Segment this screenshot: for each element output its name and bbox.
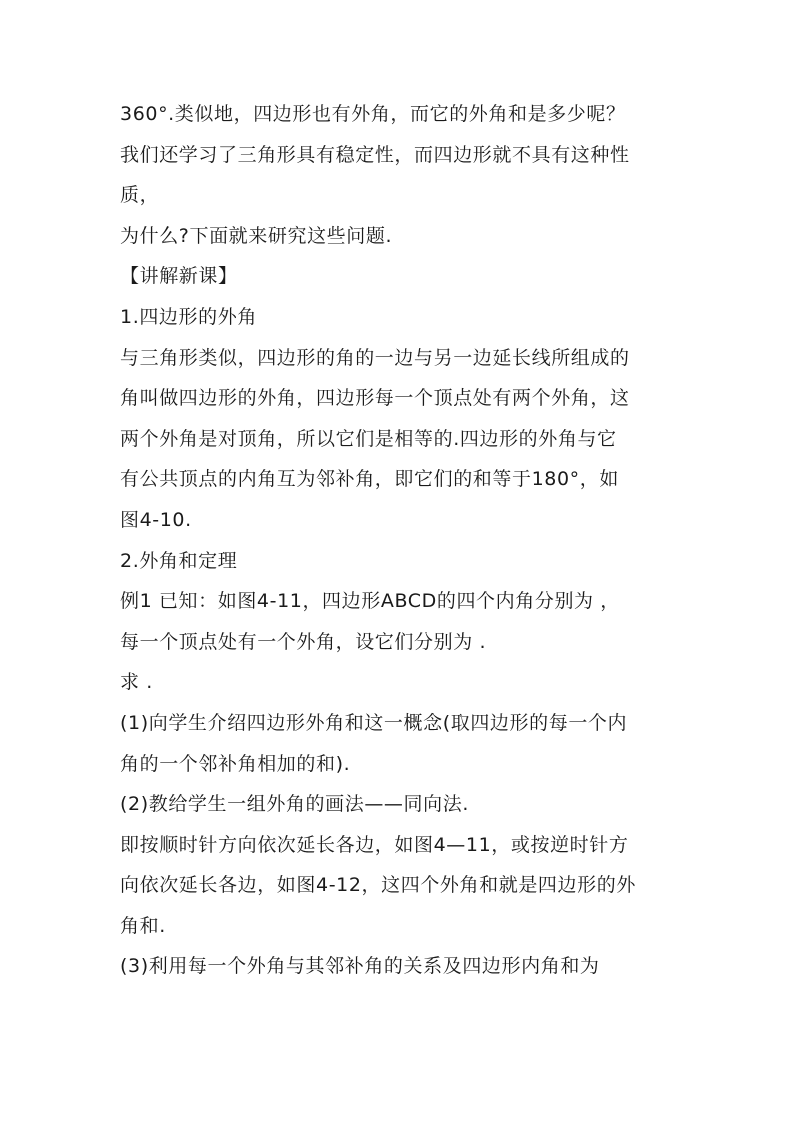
text-line: 求 . xyxy=(120,671,153,694)
text-line: 360°.类似地，四边形也有外角，而它的外角和是多少呢？ xyxy=(120,103,626,125)
text-line: 图4-10. xyxy=(120,508,192,531)
text-line: 我们还学习了三角形具有稳定性，而四边形就不具有这种性 xyxy=(120,143,630,166)
text-line: 角的一个邻补角相加的和). xyxy=(120,752,351,775)
text-line: 为什么?下面就来研究这些问题. xyxy=(120,224,393,247)
text-line: 两个外角是对顶角，所以它们是相等的.四边形的外角与它 xyxy=(120,427,617,450)
list-item: (1)向学生介绍四边形外角和这一概念(取四边形的每一个内 xyxy=(120,711,628,734)
text-line: 角叫做四边形的外角，四边形每一个顶点处有两个外角，这 xyxy=(120,387,630,410)
example-line: 例1 已知：如图4-11，四边形ABCD的四个内角分别为 ， xyxy=(120,590,620,613)
section-heading: 【讲解新课】 xyxy=(120,265,238,288)
text-line: 质， xyxy=(120,184,160,207)
text-line: 每一个顶点处有一个外角，设它们分别为 . xyxy=(120,630,487,653)
text-line: 向依次延长各边，如图4-12，这四个外角和就是四边形的外 xyxy=(120,874,636,897)
subsection-heading: 1.四边形的外角 xyxy=(120,305,257,328)
text-line: 有公共顶点的内角互为邻补角，即它们的和等于180°，如 xyxy=(120,468,619,491)
text-line: 与三角形类似，四边形的角的一边与另一边延长线所组成的 xyxy=(120,346,630,369)
document-body xyxy=(120,94,680,987)
text-line: 角和. xyxy=(120,914,166,937)
text-line: 即按顺时针方向依次延长各边，如图4—11，或按逆时针方 xyxy=(120,833,629,856)
subsection-heading: 2.外角和定理 xyxy=(120,549,238,572)
list-item: (2)教给学生一组外角的画法——同向法. xyxy=(120,793,469,816)
list-item: (3)利用每一个外角与其邻补角的关系及四边形内角和为 xyxy=(120,955,600,978)
